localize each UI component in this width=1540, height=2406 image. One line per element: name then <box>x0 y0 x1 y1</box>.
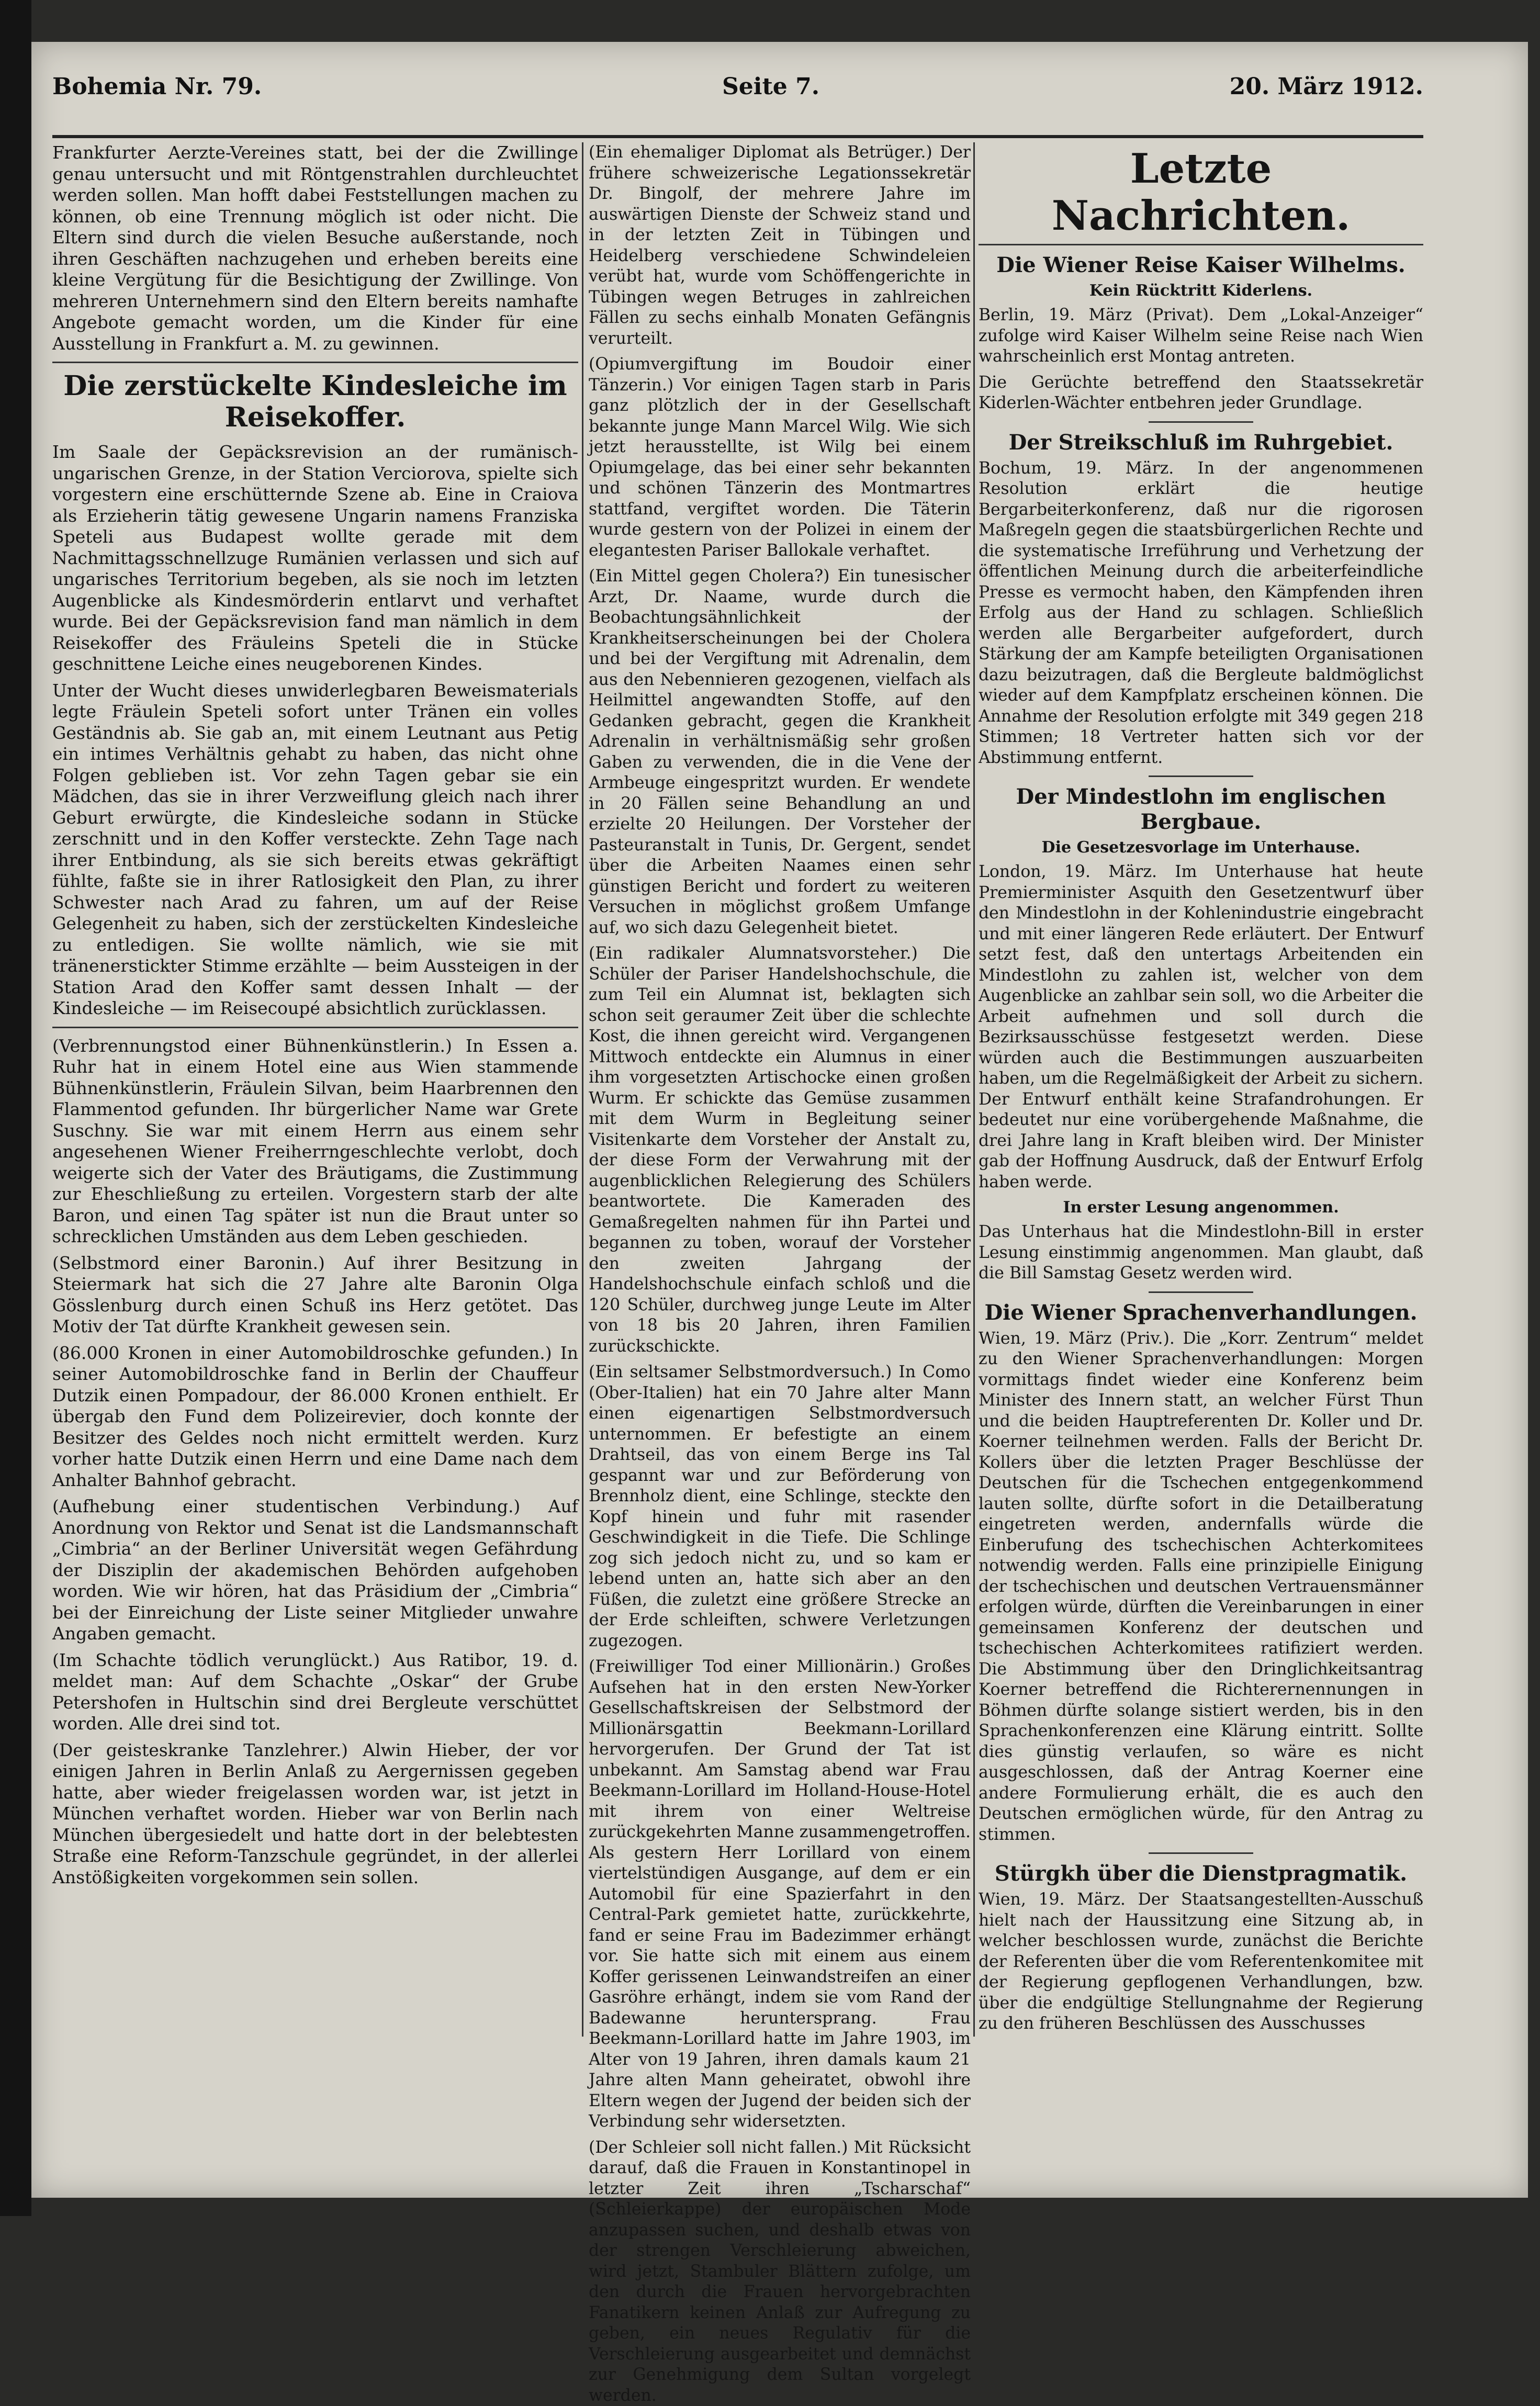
article-paragraph: Wien, 19. März (Priv.). Die „Korr. Zentrum“ meldet zu den Wiener Sprachenverhandlungen: Morgen vormittags findet wieder eine Konferenz beim Minister des Innern statt, an welcher Fürst Thun und die beiden Hauptreferenten Dr. Koller und Dr. Koerner teilnehmen werden. Falls der Bericht Dr. Kollers über die letzten Prager Beschlüsse der Deutschen für die Tschechen entgegenkommend lauten sollte, dürfte sofort in die Detailberatung eingetreten werden, andernfalls würde die Einberufung des tschechischen Achterkomitees notwendig werden. Falls eine prinzipielle Einigung der tschechischen und deutschen Vertrauensmänner erfolgen würde, dürften die Vereinbarungen in einer gemeinsamen Konferenz der deutschen und tschechischen Achterkomitees ratifiziert werden. Die Abstimmung über den Dringlichkeitsantrag Koerner betreffend die Richterernennungen in Böhmen dürfte solange sistiert werden, bis in den Sprachenkonferenzen eine Klärung eintritt. Sollte dies günstig verlaufen, so wäre es nicht ausgeschlossen, daß der Antrag Koerner eine andere Formulierung erhält, die es auch den Deutschen ermöglichen würde, für den Antrag zu stimmen. <box>979 1329 1423 1846</box>
news-item: (Opiumvergiftung im Boudoir einer Tänzerin.) Vor einigen Tagen starb in Paris ganz plötzlich der in der Gesellschaft bekannte junge Mann Marcel Wilg. Wie sich jetzt herausstellte, ist Wilg bei einem Opiumgelage, das bei einer sehr bekannten und schönen Tänzerin des Montmartres stattfand, vergiftet worden. Die Täterin wurde gestern von der Polizei in einem der elegantesten Pariser Ballokale verhaftet. <box>589 354 971 561</box>
section-rule <box>52 1027 578 1028</box>
issue-number: Bohemia Nr. 79. <box>52 73 262 100</box>
headline-mindestlohn: Der Mindestlohn im englischen Bergbaue. <box>979 784 1423 835</box>
article-paragraph: Bochum, 19. März. In der angenommenen Resolution erklärt die heutige Bergarbeiterkonferenz, daß nur die rigorosen Maßregeln gegen die staatsbürgerlichen Rechte und die systematische Irreführung und Verhetzung der öffentlichen Meinung durch die arbeiterfeindliche Presse es vermocht haben, den Kämpfenden ihren Erfolg aus der Hand zu schlagen. Schließlich werden alle Bergarbeiter aufgefordert, durch Stärkung der am Kampfe beteiligten Organisationen dazu beizutragen, daß die Bergleute baldmöglichst wieder auf dem Kampfplatz erscheinen können. Die Annahme der Resolution erfolgte mit 349 gegen 218 Stimmen; 18 Vertreter hatten sich vor der Abstimmung entfernt. <box>979 458 1423 769</box>
news-item: (Selbstmord einer Baronin.) Auf ihrer Besitzung in Steiermark hat sich die 27 Jahre alte Baronin Olga Gösslenburg durch einen Schuß ins Herz getötet. Das Motiv der Tat dürfte Krankheit gewesen sein. <box>52 1253 578 1337</box>
article-paragraph: Das Unterhaus hat die Mindestlohn-Bill in erster Lesung einstimmig angenommen. Man glaubt, daß die Bill Samstag Gesetz werden wird. <box>979 1222 1423 1284</box>
article-paragraph: Im Saale der Gepäcksrevision an der rumänisch-ungarischen Grenze, in der Station Verciorova, spielte sich vorgestern eine erschütternde Szene ab. Eine in Craiova als Erzieherin tätig gewesene Ungarin namens Franziska Speteli aus Budapest wollte gerade mit dem Nachmittagsschnellzuge Rumänien verlassen und sich auf ungarisches Territorium begeben, als sie noch im letzten Augenblicke als Kindesmörderin entlarvt und verhaftet wurde. Bei der Gepäcksrevision fand man nämlich in dem Reisekoffer des Fräuleins Speteli die in Stücke geschnittene Leiche eines neugeborenen Kindes. <box>52 442 578 675</box>
header-rule <box>52 135 1423 138</box>
news-item: (Freiwilliger Tod einer Millionärin.) Großes Aufsehen hat in den ersten New-Yorker Gesellschaftskreisen der Selbstmord der Millionärsgattin Beekmann-Lorillard hervorgerufen. Der Grund der Tat ist unbekannt. Am Samstag abend war Frau Beekmann-Lorillard im Holland-House-Hotel mit ihrem von einer Weltreise zurückgekehrten Manne zusammengetroffen. Als gestern Herr Lorillard von einem viertelstündigen Ausgange, auf dem er ein Automobil für eine Spazierfahrt in den Central-Park gemietet hatte, zurückkehrte, fand er seine Frau im Badezimmer erhängt vor. Sie hatte sich mit einem aus einem Koffer gerissenen Leinwandstreifen an einer Gasröhre erhängt, indem sie vom Rand der Badewanne heruntersprang. Frau Beekmann-Lorillard hatte im Jahre 1903, im Alter von 19 Jahren, ihren damals kaum 21 Jahre alten Mann geheiratet, obwohl ihre Eltern wegen der Jugend der beiden sich der Verbindung sehr widersetzten. <box>589 1657 971 2132</box>
section-rule <box>1149 775 1253 777</box>
article-paragraph: London, 19. März. Im Unterhause hat heute Premierminister Asquith den Gesetzentwurf über den Mindestlohn in der Kohlenindustrie eingebracht und mit einer längeren Rede erläutert. Der Entwurf setzt fest, daß den untertags Arbeitenden ein Mindestlohn zu zahlen ist, welcher von dem Augenblicke an zahlbar sein soll, wo die Arbeiter die Arbeit aufnehmen und soll durch die Bezirksausschüsse festgesetzt werden. Diese würden auch die Bestimmungen auszuarbeiten haben, um die Regelmäßigkeit der Arbeit zu sichern. Der Entwurf enthält keine Strafandrohungen. Er bedeutet nur eine vorübergehende Maßnahme, die drei Jahre lang in Kraft bleiben wird. Der Minister gab der Hoffnung Ausdruck, daß der Entwurf Erfolg haben werde. <box>979 862 1423 1193</box>
column-middle <box>589 142 971 2042</box>
section-title: Letzte Nachrichten. <box>979 145 1423 245</box>
news-item: (Verbrennungstod einer Bühnenkünstlerin.) In Essen a. Ruhr hat in einem Hotel eine aus Wien stammende Bühnenkünstlerin, Fräulein Silvan, beim Haarbrennen den Flammentod gefunden. Ihr bürgerlicher Name war Grete Suschny. Sie war mit einem Herrn aus einem sehr angesehenen Wiener Freiherrngeschlechte verlobt, doch weigerte sich der Vater des Bräutigams, die Zustimmung zur Eheschließung zu erteilen. Vorgestern starb der alte Baron, und einen Tag später ist nun die Braut unter so schrecklichen Umständen aus dem Leben geschieden. <box>52 1036 578 1247</box>
news-item: (Ein radikaler Alumnatsvorsteher.) Die Schüler der Pariser Handelshochschule, die zum Teil ein Alumnat ist, beklagten sich schon seit geraumer Zeit über die schlechte Kost, die ihnen gereicht wird. Vergangenen Mittwoch entdeckte ein Alumnus in einer ihm vorgesetzten Artischocke einen großen Wurm. Er schickte das Gemüse zusammen mit dem Wurm in Begleitung seiner Visitenkarte dem Vorsteher der Anstalt zu, der diese Form der Verwahrung mit der augenblicklichen Relegierung des Schülers beantwortete. Die Kameraden des Gemaßregelten nahmen für ihn Partei und begannen zu toben, worauf der Vorsteher den zweiten Jahrgang der Handelshochschule einfach schloß und die 120 Schüler, durchweg junge Leute im Alter von 18 bis 20 Jahren, ihren Familien zurückschickte. <box>589 943 971 1357</box>
article-paragraph: Wien, 19. März. Der Staatsangestellten-Ausschuß hielt nach der Haussitzung eine Sitzung ab, in welcher beschlossen wurde, zunächst die Berichte der Referenten über die vom Referentenkomitee mit der Regierung gepflogenen Verhandlungen, bzw. über die endgültige Stellungnahme der Regierung zu den früheren Beschlüssen des Ausschusses <box>979 1890 1423 2034</box>
page-header <box>52 73 1423 131</box>
news-item: (Der geisteskranke Tanzlehrer.) Alwin Hieber, der vor einigen Jahren in Berlin Anlaß zu Aergernissen gegeben hatte, aber wieder freigelassen worden war, ist jetzt in München verhaftet worden. Hieber war von Berlin nach München übergesiedelt und hatte dort in der belebtesten Straße eine Reform-Tanzschule gegründet, in der allerlei Anstößigkeiten vorgekommen sein sollen. <box>52 1740 578 1888</box>
article-paragraph: Unter der Wucht dieses unwiderlegbaren Beweismaterials legte Fräulein Speteli sofort unter Tränen ein volles Geständnis ab. Sie gab an, mit einem Leutnant aus Petig ein intimes Verhältnis gehabt zu haben, das nicht ohne Folgen geblieben ist. Vor zehn Tagen gebar sie ein Mädchen, das sie in ihrer Verzweiflung gleich nach ihrer Geburt erwürgte, die Kindesleiche sodann in Stücke zerschnitt und in den Koffer versteckte. Zehn Tage nach ihrer Entbindung, als sie sich bereits etwas gekräftigt fühlte, faßte sie in ihrer Ratlosigkeit den Plan, zu ihrer Schwester nach Arad zu fahren, um auf der Reise Gelegenheit zu haben, sich der zerstückelten Kindesleiche zu entledigen. Sie wollte nämlich, wie sie mit tränenerstickter Stimme erzählte — beim Aussteigen in der Station Arad den Koffer samt dessen Inhalt — der Kindesleiche — im Reisecoupé absichtlich zurücklassen. <box>52 680 578 1019</box>
headline-dienstpragmatik: Stürgkh über die Dienstpragmatik. <box>979 1861 1423 1886</box>
page-number: Seite 7. <box>722 73 819 100</box>
news-item: (Im Schachte tödlich verunglückt.) Aus Ratibor, 19. d. meldet man: Auf dem Schachte „Oskar“ der Grube Petershofen in Hultschin sind drei Bergleute verschüttet worden. Alle drei sind tot. <box>52 1650 578 1735</box>
subheadline: In erster Lesung angenommen. <box>979 1198 1423 1218</box>
news-item: (Ein seltsamer Selbstmordversuch.) In Como (Ober-Italien) hat ein 70 Jahre alter Mann einen eigenartigen Selbstmordversuch unternommen. Er befestigte an einem Drahtseil, das von einem Berge ins Tal gespannt war und zur Beförderung von Brennholz dient, eine Schlinge, steckte den Kopf hinein und fuhr mit rasender Geschwindigkeit in die Tiefe. Die Schlinge zog sich jedoch nicht zu, und so kam er lebend unten an, hatte sich aber an den Füßen, die zuletzt eine größere Strecke an der Erde schleiften, schwere Verletzungen zugezogen. <box>589 1362 971 1651</box>
section-rule <box>1149 1291 1253 1293</box>
news-item: (Ein ehemaliger Diplomat als Betrüger.) Der frühere schweizerische Legationssekretär Dr. Bingolf, der mehrere Jahre im auswärtigen Dienste der Schweiz stand und in der letzten Zeit in Tübingen und Heidelberg verschiedene Schwindeleien verübt hat, wurde vom Schöffengerichte in Tübingen wegen Betruges in zahlreichen Fällen zu sechs einhalb Monaten Gefängnis verurteilt. <box>589 142 971 349</box>
column-right <box>979 142 1423 2037</box>
subheadline: Kein Rücktritt Kiderlens. <box>979 281 1423 301</box>
scanner-edge <box>0 0 31 2216</box>
article-paragraph: Die Gerüchte betreffend den Staatssekretär Kiderlen-Wächter entbehren jeder Grundlage. <box>979 373 1423 414</box>
section-rule <box>1149 421 1253 423</box>
subheadline: Die Gesetzesvorlage im Unterhause. <box>979 838 1423 858</box>
column-divider <box>973 142 975 2037</box>
section-rule <box>52 362 578 363</box>
headline-streik: Der Streikschluß im Ruhrgebiet. <box>979 430 1423 455</box>
news-item: (86.000 Kronen in einer Automobildroschke gefunden.) In seiner Automobildroschke fand in Berlin der Chauffeur Dutzik einen Pompadour, der 86.000 Kronen enthielt. Er übergab den Fund dem Polizeirevier, doch konnte der Besitzer des Geldes noch nicht ermittelt werden. Kurz vorher hatte Dutzik einen Herrn und eine Dame nach dem Anhalter Bahnhof gebracht. <box>52 1343 578 1491</box>
column-divider <box>582 142 583 2037</box>
issue-date: 20. März 1912. <box>1230 73 1423 100</box>
headline-sprachen: Die Wiener Sprachenverhandlungen. <box>979 1300 1423 1325</box>
headline-kindesleiche: Die zerstückelte Kindesleiche im Reisekoffer. <box>52 370 578 433</box>
news-item: (Der Schleier soll nicht fallen.) Mit Rücksicht darauf, daß die Frauen in Konstantinopel in letzter Zeit ihren „Tscharschaf“ (Schleierkappe) der europäischen Mode anzupassen suchen, und deshalb etwas von der strengen Verschleierung abweichen, wird jetzt, Stambuler Blättern zufolge, um den durch die Frauen hervorgebrachten Fanatikern keinen Anlaß zur Aufregung zu geben, ein neues Regulativ für die Verschleierung ausgearbeitet und demnächst zur Genehmigung dem Sultan vorgelegt werden. <box>589 2138 971 2406</box>
section-rule <box>1149 1852 1253 1854</box>
column-left <box>52 142 578 2042</box>
news-item: (Aufhebung einer studentischen Verbindung.) Auf Anordnung von Rektor und Senat ist die Landsmannschaft „Cimbria“ an der Berliner Universität wegen Gefährdung der Disziplin der akademischen Behörden aufgehoben worden. Wie wir hören, hat das Präsidium der „Cimbria“ bei der Einreichung der Liste seiner Mitglieder unwahre Angaben gemacht. <box>52 1496 578 1645</box>
article-paragraph: Frankfurter Aerzte-Vereines statt, bei der die Zwillinge genau untersucht und mit Röntgenstrahlen durchleuchtet werden sollen. Man hofft dabei Feststellungen machen zu können, ob eine Trennung möglich ist oder nicht. Die Eltern sind durch die vielen Besuche außerstande, noch ihren Geschäften nachzugehen und erheben bereits eine kleine Vergütung für die Besichtigung der Zwillinge. Von mehreren Unternehmern sind den Eltern bereits namhafte Angebote gemacht worden, um die Kinder für eine Ausstellung in Frankfurt a. M. zu gewinnen. <box>52 142 578 354</box>
article-paragraph: Berlin, 19. März (Privat). Dem „Lokal-Anzeiger“ zufolge wird Kaiser Wilhelm seine Reise nach Wien wahrscheinlich erst Montag antreten. <box>979 305 1423 367</box>
news-item: (Ein Mittel gegen Cholera?) Ein tunesischer Arzt, Dr. Naame, wurde durch die Beobachtungsähnlichkeit der Krankheitserscheinungen bei der Cholera und bei der Vergiftung mit Adrenalin, dem aus den Nebennieren gezogenen, vielfach als Heilmittel angewandten Stoffe, auf den Gedanken gebracht, gegen die Krankheit Adrenalin in verhältnismäßig sehr großen Gaben zu verwenden, die in die Vene der Armbeuge eingespritzt wurden. Er wendete in 20 Fällen seine Behandlung an und erzielte 20 Heilungen. Der Vorsteher der Pasteuranstalt in Tunis, Dr. Gergent, sendet über die Arbeiten Naames einen sehr günstigen Bericht und fordert zu weiteren Versuchen in möglichst großem Umfange auf, wo sich dazu Gelegenheit bietet. <box>589 566 971 938</box>
headline-kaiser: Die Wiener Reise Kaiser Wilhelms. <box>979 253 1423 278</box>
